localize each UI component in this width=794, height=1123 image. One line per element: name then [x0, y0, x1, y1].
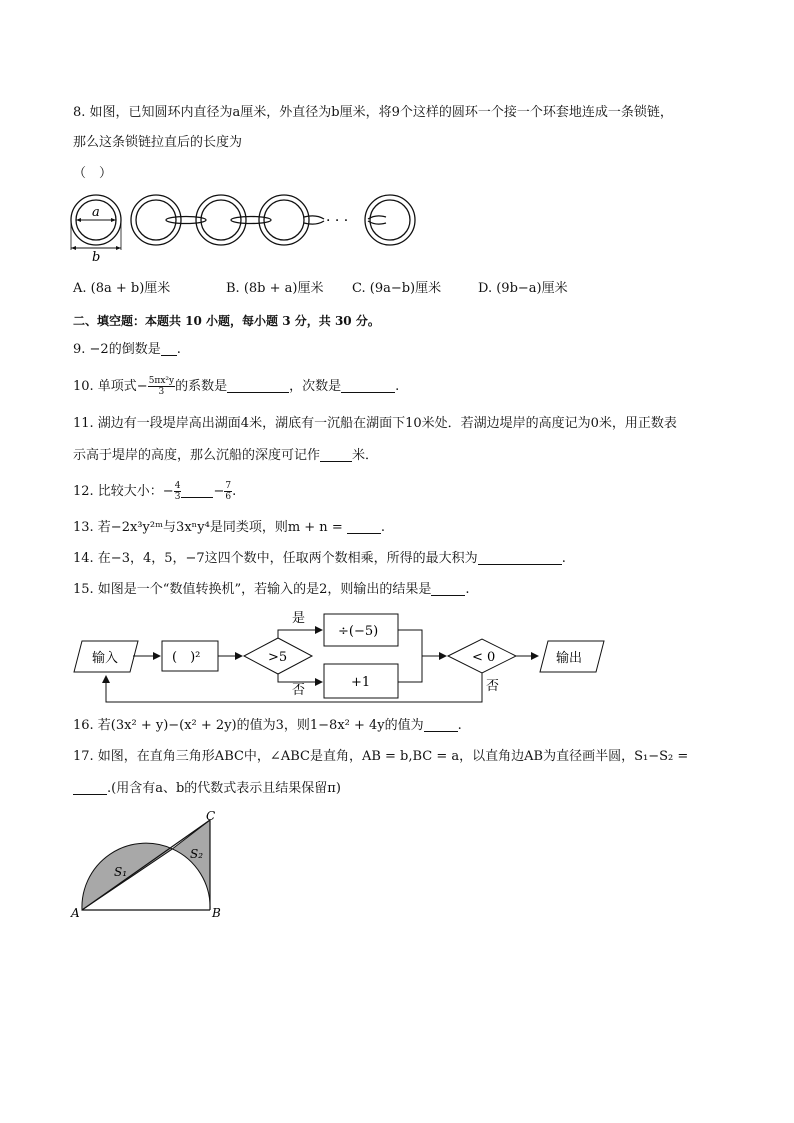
- q13: [73, 518, 385, 538]
- ring-4: [259, 195, 309, 245]
- q14-end: .: [561, 551, 566, 566]
- q10-text: 10. 单项式−: [73, 379, 148, 394]
- q15: [73, 580, 470, 600]
- q9: [73, 340, 181, 360]
- q15-blank[interactable]: [431, 581, 465, 596]
- q17-triangle-figure: [68, 808, 228, 920]
- flow-cond2-label: < 0: [472, 650, 496, 665]
- q8-line1: 8. 如图，已知圆环内直径为a厘米，外直径为b厘米，将9个这样的圆环一个接一个环套地连成一条锁链，: [73, 105, 673, 120]
- flow-input-label: 输入: [92, 651, 119, 666]
- q16-text: 16. 若(3x² + y)−(x² + 2y)的值为3，则1−8x² + 4y的值为: [73, 718, 424, 733]
- chain-dots: · · ·: [326, 213, 349, 229]
- q12-fraction-2: [224, 481, 232, 502]
- q11-blank[interactable]: [320, 447, 352, 462]
- q9-blank[interactable]: [161, 341, 177, 356]
- q10-blank-coefficient[interactable]: [227, 378, 289, 393]
- section-heading: 二、填空题：本题共 10 小题，每小题 3 分，共 30 分。: [73, 314, 380, 328]
- label-s1: S₁: [114, 865, 128, 879]
- q12-blank[interactable]: [181, 483, 213, 498]
- option-b[interactable]: B. (8b + a)厘米: [226, 281, 324, 296]
- q8-answer-paren: （ ）: [73, 166, 113, 181]
- q10: [73, 376, 399, 397]
- q13-blank[interactable]: [347, 519, 381, 534]
- q17-line2: [73, 779, 341, 799]
- q13-text: 13. 若−2x³y²ᵐ与3xⁿy⁴是同类项，则m + n =: [73, 520, 343, 535]
- q17-text: .(用含有a、b的代数式表示且结果保留π): [107, 781, 341, 796]
- flow-no-label: 否: [292, 683, 306, 698]
- q12-minus: −: [213, 484, 225, 499]
- ring-1: [71, 195, 121, 264]
- q14-text: 14. 在−3，4，5，−7这四个数中，任取两个数相乘，所得的最大积为: [73, 551, 478, 566]
- q12-f1-den: 3: [174, 492, 181, 502]
- label-A: A: [71, 906, 80, 920]
- q12-f2-num: 7: [225, 481, 232, 491]
- q10-end: .: [395, 379, 400, 394]
- q14: [73, 549, 566, 569]
- q8-chain-figure: [68, 192, 428, 264]
- ring-3: [196, 195, 246, 245]
- q16-blank[interactable]: [424, 717, 458, 732]
- q11-text: 示高于堤岸的高度，那么沉船的深度可记作: [73, 448, 321, 463]
- q12: [73, 481, 236, 502]
- flow-output-label: 输出: [556, 651, 583, 666]
- q15-text: 15. 如图是一个“数值转换机”，若输入的是2，则输出的结果是: [73, 582, 432, 597]
- flow-no2-label: 否: [486, 679, 500, 694]
- q8-line2: 那么这条锁链拉直后的长度为: [73, 135, 243, 150]
- q8-options: [73, 279, 568, 299]
- label-C: C: [206, 809, 216, 823]
- q9-text: 9. −2的倒数是: [73, 342, 161, 357]
- flow-divide-label: ÷(−5): [338, 624, 379, 639]
- q13-end: .: [380, 520, 385, 535]
- q17-blank[interactable]: [73, 780, 107, 795]
- q10-mid2: ，次数是: [289, 379, 342, 394]
- q16: [73, 716, 462, 736]
- ring-9: [365, 195, 415, 245]
- label-a: a: [92, 205, 100, 220]
- q10-frac-den: 3: [158, 387, 165, 397]
- option-a[interactable]: A. (8a + b)厘米: [73, 281, 171, 296]
- q15-flowchart: [70, 606, 615, 710]
- q12-f1-num: 4: [174, 481, 181, 491]
- flow-yes-label: 是: [292, 611, 306, 626]
- q11-line1: 11. 湖边有一段堤岸高出湖面4米，湖底有一沉船在湖面下10米处．若湖边堤岸的高度记为0米，用正数表: [73, 416, 677, 431]
- q12-end: .: [232, 484, 237, 499]
- flow-plus-label: +1: [351, 675, 371, 690]
- q17-line1: 17. 如图，在直角三角形ABC中，∠ABC是直角，AB = b,BC = a，以直角边AB为直径画半圆，S₁−S₂ =: [73, 749, 689, 764]
- label-B: B: [212, 906, 221, 920]
- q10-mid: 的系数是: [175, 379, 228, 394]
- option-c[interactable]: C. (9a−b)厘米: [352, 281, 442, 296]
- q10-frac-num: 5πx²y: [148, 376, 175, 386]
- flow-cond1-label: >5: [268, 650, 288, 665]
- q10-fraction: [148, 376, 175, 397]
- q11-end: 米．: [352, 448, 379, 463]
- q15-end: .: [465, 582, 470, 597]
- q9-end: .: [176, 342, 181, 357]
- q11-line2: [73, 446, 378, 466]
- q14-blank[interactable]: [478, 550, 562, 565]
- flow-square-label: ( )²: [172, 650, 201, 665]
- q16-end: .: [457, 718, 462, 733]
- q12-fraction-1: [174, 481, 182, 502]
- option-d[interactable]: D. (9b−a)厘米: [478, 281, 568, 296]
- q12-text: 12. 比较大小：−: [73, 484, 174, 499]
- label-s2: S₂: [190, 847, 204, 861]
- q10-blank-degree[interactable]: [341, 378, 395, 393]
- ring-2: [131, 195, 181, 245]
- label-b: b: [92, 250, 101, 264]
- q12-f2-den: 6: [225, 492, 232, 502]
